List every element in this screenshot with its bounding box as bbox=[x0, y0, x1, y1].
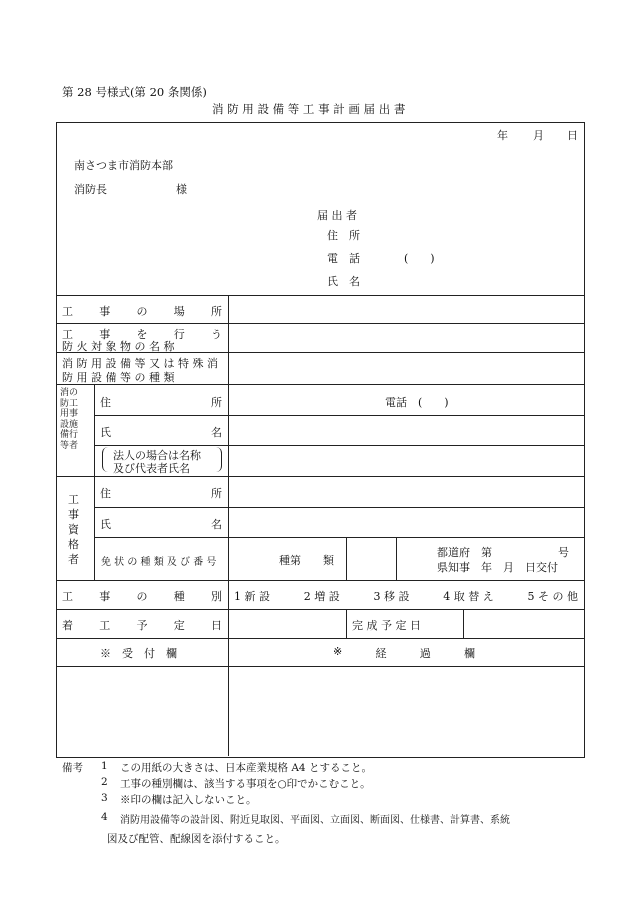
remark-4-continuation: 図及び配管、配線図を添付すること。 bbox=[107, 833, 286, 845]
remark-1-num: 1 bbox=[101, 760, 108, 772]
corp-note-line1: 法人の場合は名称 bbox=[113, 449, 201, 462]
start-date-value[interactable] bbox=[229, 610, 345, 638]
date-year: 年 bbox=[497, 129, 508, 142]
work-type-move[interactable]: 3 移 設 bbox=[373, 590, 410, 603]
notifier-phone-paren: ( ) bbox=[404, 252, 435, 265]
form-title: 消 防 用 設 備 等 工 事 計 画 届 出 書 bbox=[212, 102, 406, 116]
remark-4-num: 4 bbox=[101, 811, 108, 823]
target-label-line2: 防 火 対 象 物 の 名 称 bbox=[62, 340, 175, 353]
form-number: 第 28 号様式(第 20 条関係) bbox=[62, 85, 207, 99]
work-type-other[interactable]: 5 そ の 他 bbox=[527, 590, 578, 603]
contractor-label: 消の 防工 用事 設施 備行 等者 bbox=[60, 388, 79, 451]
kind-label-line1: 消 防 用 設 備 等 又 は 特 殊 消 bbox=[62, 357, 218, 370]
target-value[interactable] bbox=[229, 324, 583, 352]
remark-4-text: 消防用設備等の設計図、附近見取図、平面図、立面図、断面図、仕様書、計算書、系統 bbox=[120, 815, 510, 826]
qualified-label: 工 事 資 格 者 bbox=[68, 493, 79, 566]
start-date-label: 着 工 予 定 日 bbox=[62, 619, 222, 632]
complete-date-label: 完 成 予 定 日 bbox=[352, 619, 421, 632]
license-pref-line2: 県知事 年 月 日交付 bbox=[437, 561, 558, 574]
date-month: 月 bbox=[533, 129, 544, 142]
kind-label-line2: 防 用 設 備 等 の 種 類 bbox=[62, 371, 175, 384]
addressee-sama: 様 bbox=[176, 183, 187, 196]
work-type-label: 工 事 の 種 別 bbox=[62, 590, 222, 603]
qualified-address-label: 住 所 bbox=[100, 487, 222, 500]
complete-date-value[interactable] bbox=[464, 610, 583, 638]
notifier-address-label: 住 所 bbox=[327, 229, 360, 242]
remarks-label: 備考 bbox=[62, 762, 83, 774]
work-type-options bbox=[234, 588, 578, 604]
site-value[interactable] bbox=[229, 296, 583, 323]
progress-box bbox=[229, 667, 583, 755]
progress-label: ※ 経 過 欄 bbox=[333, 645, 475, 660]
receipt-label: ※ 受 付 欄 bbox=[100, 647, 177, 660]
addressee-org: 南さつま市消防本部 bbox=[74, 159, 173, 172]
target-label-line1: 工 事 を 行 う bbox=[62, 328, 222, 341]
remark-3-text: ※印の欄は記入しないこと。 bbox=[120, 794, 257, 806]
remark-2-text: 工事の種別欄は、該当する事項を○印でかこむこと。 bbox=[120, 778, 371, 790]
remark-1-text: この用紙の大きさは、日本産業規格 A4 とすること。 bbox=[120, 762, 372, 774]
work-type-expand[interactable]: 2 増 設 bbox=[303, 590, 340, 603]
license-kind: 種第 類 bbox=[279, 554, 334, 567]
notifier-name-label: 氏 名 bbox=[327, 275, 360, 288]
kind-value[interactable] bbox=[229, 353, 583, 384]
notifier-phone-label: 電 話 bbox=[327, 252, 360, 265]
remark-2-num: 2 bbox=[101, 776, 108, 788]
remark-3-num: 3 bbox=[101, 792, 108, 804]
contractor-address-label: 住 所 bbox=[100, 396, 222, 409]
license-label: 免 状 の 種 類 及 び 番 号 bbox=[101, 557, 217, 568]
date-day: 日 bbox=[567, 129, 578, 142]
work-type-new[interactable]: 1 新 設 bbox=[234, 590, 270, 603]
qualified-name-label: 氏 名 bbox=[100, 518, 222, 531]
corp-note-line2: 及び代表者氏名 bbox=[113, 462, 190, 475]
addressee-chief: 消防長 bbox=[74, 183, 107, 196]
work-type-replace[interactable]: 4 取 替 え bbox=[443, 590, 494, 603]
contractor-name-label: 氏 名 bbox=[100, 426, 222, 439]
license-pref-line1: 都道府 第 号 bbox=[437, 546, 569, 559]
receipt-box bbox=[57, 667, 227, 755]
site-label: 工 事 の 場 所 bbox=[62, 305, 222, 318]
notifier-label: 届 出 者 bbox=[317, 209, 357, 222]
contractor-phone: 電話 ( ) bbox=[385, 396, 449, 409]
